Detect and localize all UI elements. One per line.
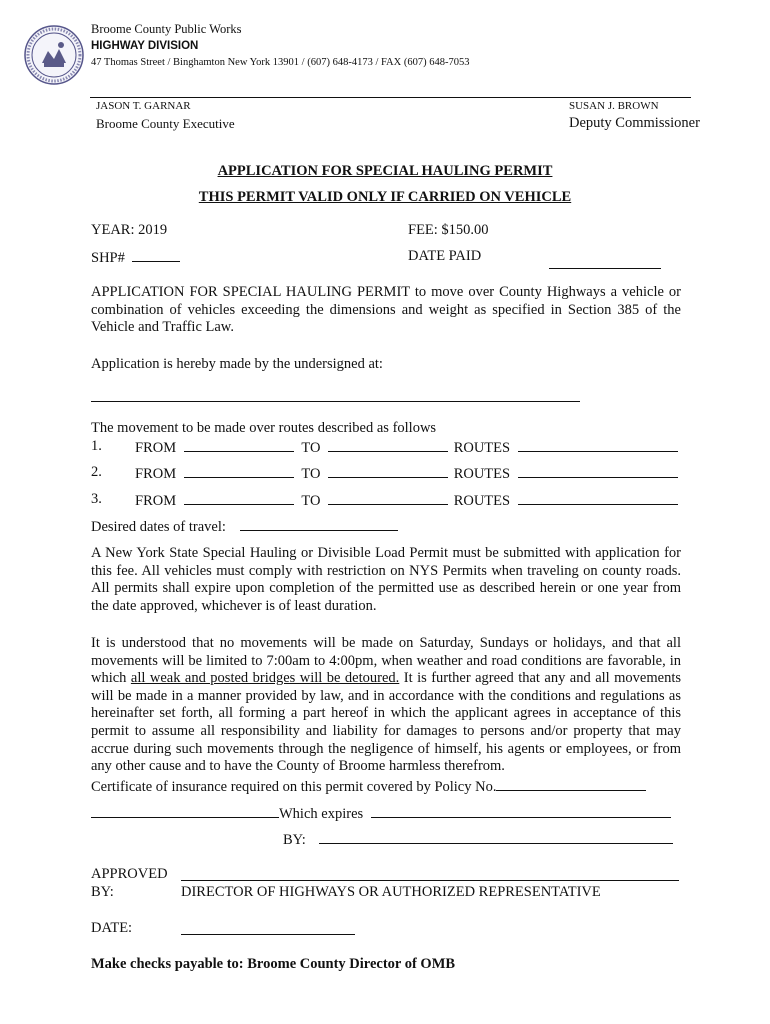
by-signature-blank[interactable]: [319, 830, 673, 844]
commissioner-title: Deputy Commissioner: [569, 115, 700, 131]
travel-dates-blank[interactable]: [240, 517, 398, 531]
routes-intro: The movement to be made over routes described as follows: [91, 420, 437, 436]
routes-blank[interactable]: [518, 464, 678, 478]
org-address: 47 Thomas Street / Binghamton New York 13901 / (607) 648-4173 / FAX (607) 648-7053: [91, 57, 470, 68]
applicant-label: Application is hereby made by the undersigned at:: [91, 356, 383, 372]
by-label: BY:: [283, 832, 306, 848]
terms-text-2: It is further agreed that any and all movements will be made in a manner provided by law, and in accordance with the conditions and regulations as hereinafter set forth, all forming a part hereof in which the applicant agrees in acceptance of this permit to assume all responsibility and liability for damages to persons and/or property that may accrue during such movements through the negligence of himself, his agents or employees, or from any other cause and to have the County of Broome harmless therefrom.: [91, 670, 682, 775]
fee-field: FEE: $150.00: [408, 222, 489, 238]
date-paid-label: DATE PAID: [408, 248, 482, 264]
expires-label: Which expires: [279, 806, 364, 822]
nys-permit-paragraph: A New York State Special Hauling or Divisible Load Permit must be submitted with application for this fee. All vehicles must comply with restriction on NYS Permits when traveling on county roads. All permits shall expire upon completion of the permitted use as described herein or one year from the date approved, whichever is of least duration.: [91, 545, 681, 614]
from-blank[interactable]: [184, 464, 294, 478]
commissioner-name: SUSAN J. BROWN: [569, 100, 659, 112]
travel-dates-label: Desired dates of travel:: [91, 519, 226, 535]
terms-text-1: It is understood that no movements will be made on Saturday, Sundays or holidays, and that all movements will be limited to 7:00am to 4:00pm, when weather and road conditions are favorable, in which: [91, 635, 681, 687]
travel-dates-field: [91, 517, 398, 536]
policy-field: [91, 777, 646, 796]
shp-number-field[interactable]: [91, 248, 180, 267]
executive-name: JASON T. GARNAR: [96, 100, 191, 112]
to-label: TO: [301, 440, 321, 456]
approver-signature-blank[interactable]: [181, 867, 679, 881]
division-name: HIGHWAY DIVISION: [91, 40, 199, 52]
from-label: FROM: [135, 466, 177, 482]
to-blank[interactable]: [328, 464, 448, 478]
terms-bridges-underlined: all weak and posted bridges will be detoured.: [130, 670, 400, 687]
from-blank[interactable]: [184, 491, 294, 505]
policy-blank-2[interactable]: [91, 804, 279, 818]
year-field: YEAR: 2019: [91, 222, 168, 238]
applicant-address-blank[interactable]: [91, 388, 580, 402]
route-row: [135, 438, 678, 457]
routes-blank[interactable]: [518, 491, 678, 505]
from-label: FROM: [135, 493, 177, 509]
route-row-number: 1.: [91, 438, 102, 454]
form-subtitle: THIS PERMIT VALID ONLY IF CARRIED ON VEHICLE: [198, 189, 572, 205]
approver-role: DIRECTOR OF HIGHWAYS OR AUTHORIZED REPRESENTATIVE: [181, 884, 601, 900]
approval-date-label: DATE:: [91, 920, 133, 936]
routes-blank[interactable]: [518, 438, 678, 452]
routes-label: ROUTES: [453, 466, 511, 482]
to-label: TO: [301, 466, 321, 482]
expires-blank[interactable]: [371, 804, 671, 818]
approved-label: APPROVED: [91, 866, 168, 882]
org-name: Broome County Public Works: [91, 22, 242, 36]
route-row-number: 3.: [91, 491, 102, 507]
to-blank[interactable]: [328, 438, 448, 452]
expires-field: [91, 804, 671, 823]
routes-label: ROUTES: [453, 493, 511, 509]
shp-blank[interactable]: [132, 248, 180, 262]
route-row: [135, 491, 678, 510]
shp-label: SHP#: [91, 250, 125, 266]
intro-paragraph: APPLICATION FOR SPECIAL HAULING PERMIT to move over County Highways a vehicle or combination of vehicles exceeding the dimensions and weight as specified in Section 385 of the Vehicle and Traffic Law.: [91, 284, 681, 336]
from-blank[interactable]: [184, 438, 294, 452]
executive-title: Broome County Executive: [96, 116, 235, 131]
form-title: APPLICATION FOR SPECIAL HAULING PERMIT: [217, 163, 553, 179]
payment-note: Make checks payable to: Broome County Director of OMB: [91, 956, 456, 972]
routes-label: ROUTES: [453, 440, 511, 456]
by-field: [283, 830, 673, 849]
county-seal-logo: [24, 25, 84, 85]
route-row-number: 2.: [91, 464, 102, 480]
to-blank[interactable]: [328, 491, 448, 505]
policy-number-blank[interactable]: [496, 777, 646, 791]
policy-label: Certificate of insurance required on this permit covered by Policy No.: [91, 779, 497, 795]
date-paid-blank[interactable]: [549, 255, 661, 269]
route-row: [135, 464, 678, 483]
from-label: FROM: [135, 440, 177, 456]
to-label: TO: [301, 493, 321, 509]
terms-paragraph: [91, 635, 681, 776]
approved-by-label: BY:: [91, 884, 114, 900]
header-divider: [90, 97, 691, 98]
approval-date-blank[interactable]: [181, 921, 355, 935]
